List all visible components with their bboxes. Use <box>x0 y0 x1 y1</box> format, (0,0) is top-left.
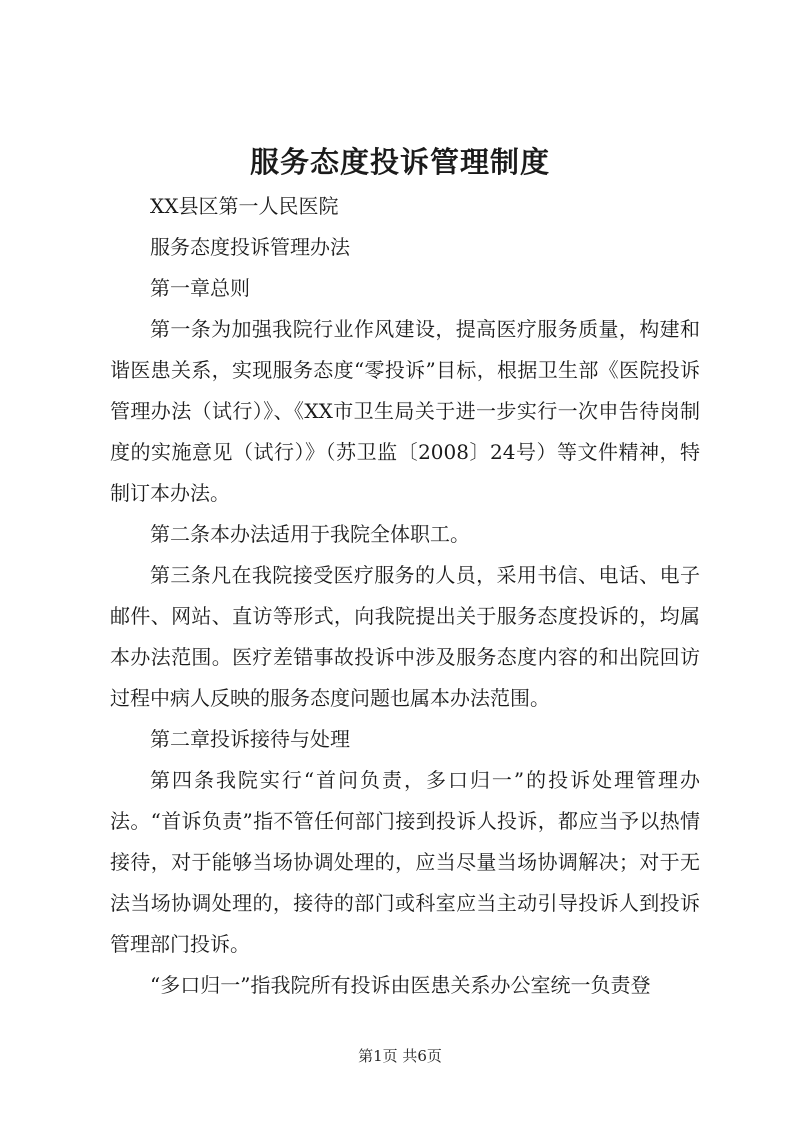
page-number-footer: 第1页 共6页 <box>358 1047 442 1065</box>
paragraph-hospital-name: XX县区第一人民医院 <box>150 194 339 218</box>
paragraph-chapter-1-heading: 第一章总则 <box>150 276 250 300</box>
document-body <box>110 186 700 1006</box>
paragraph-chapter-2-heading: 第二章投诉接待与处理 <box>150 727 350 751</box>
paragraph-multi-channel: “多口归一”指我院所有投诉由医患关系办公室统一负责登 <box>150 973 651 997</box>
paragraph-article-4: 第四条我院实行“首问负责，多口归一”的投诉处理管理办法。“首诉负责”指不管任何部门接到投诉人投诉，都应当予以热情接待，对于能够当场协调处理的，应当尽量当场协调解决；对于无法当场协调处理的，接待的部门或科室应当主动引导投诉人到投诉管理部门投诉。 <box>110 768 700 956</box>
paragraph-article-1: 第一条为加强我院行业作风建设，提高医疗服务质量，构建和谐医患关系，实现服务态度“零投诉”目标，根据卫生部《医院投诉管理办法（试行）》、《XX市卫生局关于进一步实行一次申告待岗制度的实施意见（试行）》（苏卫监〔2008〕24号）等文件精神，特制订本办法。 <box>110 317 700 505</box>
paragraph-subtitle: 服务态度投诉管理办法 <box>150 235 350 259</box>
paragraph-article-2: 第二条本办法适用于我院全体职工。 <box>150 522 470 546</box>
document-title: 服务态度投诉管理制度 <box>249 145 550 179</box>
paragraph-article-3: 第三条凡在我院接受医疗服务的人员，采用书信、电话、电子邮件、网站、直访等形式，向我院提出关于服务态度投诉的，均属本办法范围。医疗差错事故投诉中涉及服务态度内容的和出院回访过程中病人反映的服务态度问题也属本办法范围。 <box>110 563 700 710</box>
